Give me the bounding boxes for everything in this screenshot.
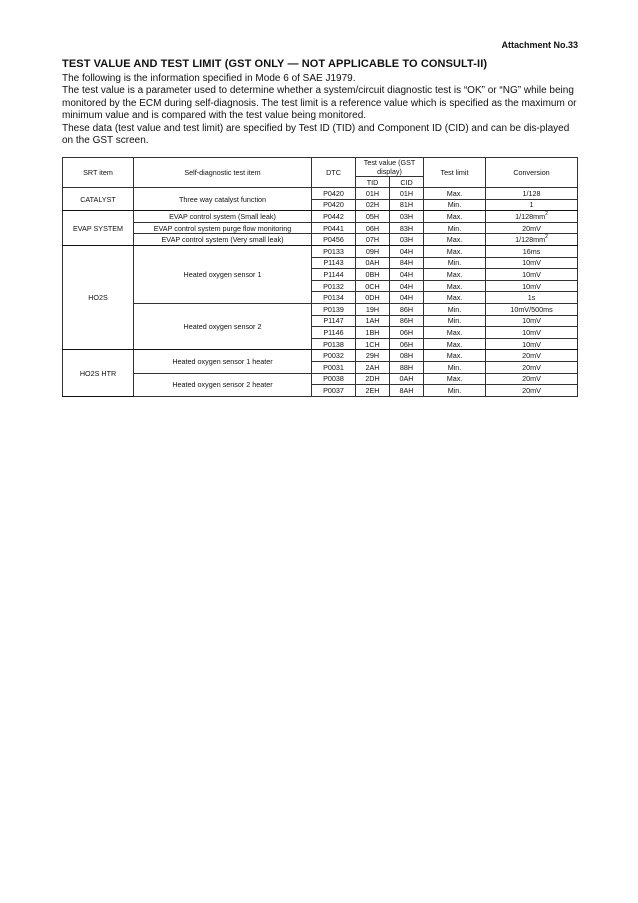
conversion-cell (486, 199, 578, 211)
cid-cell: 81H (390, 199, 424, 211)
conversion-superscript: 2 (545, 210, 548, 217)
cid-cell: 0AH (390, 373, 424, 385)
test-limit-cell: Max. (424, 350, 486, 362)
dtc-cell: P0442 (312, 211, 356, 223)
test-item-cell: EVAP control system (Very small leak) (134, 234, 312, 246)
dtc-cell: P0032 (312, 350, 356, 362)
conversion-value: 20mV (522, 374, 541, 384)
conversion-value: 20mV (522, 223, 541, 233)
tid-cell: 07H (356, 234, 390, 246)
conversion-cell (486, 350, 578, 362)
conversion-cell (486, 280, 578, 292)
table-row (63, 350, 578, 362)
tid-cell: 2EH (356, 385, 390, 397)
dtc-cell: P0441 (312, 222, 356, 234)
header-srt-item: SRT item (63, 158, 134, 188)
tid-cell: 0CH (356, 280, 390, 292)
conversion-cell (486, 361, 578, 373)
table-row (63, 234, 578, 246)
cid-cell: 88H (390, 361, 424, 373)
conversion-value: 20mV (522, 362, 541, 372)
dtc-cell: P0139 (312, 303, 356, 315)
conversion-cell (486, 234, 578, 246)
conversion-cell (486, 245, 578, 257)
test-limit-cell: Max. (424, 327, 486, 339)
tid-cell: 09H (356, 245, 390, 257)
test-item-cell: Heated oxygen sensor 1 heater (134, 350, 312, 373)
test-limit-cell: Max. (424, 373, 486, 385)
test-limit-cell: Max. (424, 269, 486, 281)
dtc-cell: P0038 (312, 373, 356, 385)
srt-item-cell: HO2S HTR (63, 350, 134, 396)
conversion-cell (486, 373, 578, 385)
conversion-value: 10mV (522, 269, 541, 279)
test-limit-cell: Min. (424, 222, 486, 234)
tid-cell: 0DH (356, 292, 390, 304)
header-test-item: Self-diagnostic test item (134, 158, 312, 188)
tid-cell: 06H (356, 222, 390, 234)
conversion-cell (486, 327, 578, 339)
conversion-cell (486, 222, 578, 234)
cid-cell: 01H (390, 188, 424, 200)
attachment-label: Attachment No.33 (501, 40, 578, 50)
cid-cell: 83H (390, 222, 424, 234)
conversion-value: 10mV (522, 339, 541, 349)
conversion-value: 10mV/500ms (510, 304, 553, 314)
test-limit-cell: Max. (424, 292, 486, 304)
conversion-value: 1/128 (522, 188, 541, 198)
test-value-table (62, 157, 578, 397)
conversion-value: 1/128mm (515, 211, 546, 221)
conversion-value: 10mV (522, 327, 541, 337)
cid-cell: 86H (390, 315, 424, 327)
test-item-cell: EVAP control system (Small leak) (134, 211, 312, 223)
table-row (63, 211, 578, 223)
conversion-value: 1/128mm (515, 235, 546, 245)
dtc-cell: P0456 (312, 234, 356, 246)
intro-paragraph: The test value is a parameter used to determine whether a system/circuit diagnostic test is “OK” or “NG” while being monitored by the ECM during self-diagnosis. The test limit is a reference value which is specified as the maximum or minimum value and is compared with the test value being monitored. (62, 85, 577, 122)
test-limit-cell: Min. (424, 315, 486, 327)
test-limit-cell: Max. (424, 338, 486, 350)
table-row (63, 222, 578, 234)
header-test-limit: Test limit (424, 158, 486, 188)
cid-cell: 08H (390, 350, 424, 362)
intro-text (62, 73, 582, 147)
conversion-cell (486, 188, 578, 200)
test-limit-cell: Min. (424, 257, 486, 269)
tid-cell: 2DH (356, 373, 390, 385)
conversion-superscript: 2 (545, 234, 548, 241)
conversion-value: 16ms (522, 246, 541, 256)
table-row (63, 373, 578, 385)
test-item-cell: Heated oxygen sensor 1 (134, 245, 312, 303)
conversion-cell (486, 338, 578, 350)
test-limit-cell: Max. (424, 245, 486, 257)
header-dtc: DTC (312, 158, 356, 188)
tid-cell: 2AH (356, 361, 390, 373)
test-limit-cell: Max. (424, 280, 486, 292)
dtc-cell: P0132 (312, 280, 356, 292)
page-title: TEST VALUE AND TEST LIMIT (GST ONLY — NOT APPLICABLE TO CONSULT-II) (62, 58, 488, 70)
cid-cell: 06H (390, 338, 424, 350)
dtc-cell: P1147 (312, 315, 356, 327)
conversion-value: 10mV (522, 316, 541, 326)
tid-cell: 02H (356, 199, 390, 211)
tid-cell: 1CH (356, 338, 390, 350)
test-limit-cell: Max. (424, 188, 486, 200)
conversion-value: 20mV (522, 351, 541, 361)
conversion-cell (486, 385, 578, 397)
cid-cell: 04H (390, 269, 424, 281)
cid-cell: 04H (390, 245, 424, 257)
srt-item-cell: HO2S (63, 245, 134, 349)
conversion-value: 10mV (522, 281, 541, 291)
conversion-value: 1s (527, 293, 536, 303)
test-item-cell: Three way catalyst function (134, 188, 312, 211)
conversion-cell (486, 315, 578, 327)
conversion-value: 10mV (522, 258, 541, 268)
cid-cell: 03H (390, 234, 424, 246)
table-row (63, 188, 578, 200)
cid-cell: 04H (390, 292, 424, 304)
tid-cell: 29H (356, 350, 390, 362)
conversion-cell (486, 211, 578, 223)
conversion-value: 1 (529, 200, 534, 210)
tid-cell: 1BH (356, 327, 390, 339)
table-row (63, 245, 578, 257)
test-limit-cell: Max. (424, 211, 486, 223)
conversion-cell (486, 292, 578, 304)
dtc-cell: P1146 (312, 327, 356, 339)
test-limit-cell: Max. (424, 234, 486, 246)
header-conversion: Conversion (486, 158, 578, 188)
tid-cell: 1AH (356, 315, 390, 327)
test-limit-cell: Min. (424, 361, 486, 373)
tid-cell: 0BH (356, 269, 390, 281)
cid-cell: 8AH (390, 385, 424, 397)
conversion-cell (486, 269, 578, 281)
conversion-cell (486, 303, 578, 315)
dtc-cell: P0133 (312, 245, 356, 257)
conversion-cell (486, 257, 578, 269)
test-limit-cell: Min. (424, 385, 486, 397)
test-item-cell: EVAP control system purge flow monitoring (134, 222, 312, 234)
dtc-cell: P0031 (312, 361, 356, 373)
dtc-cell: P1144 (312, 269, 356, 281)
srt-item-cell: CATALYST (63, 188, 134, 211)
test-limit-cell: Min. (424, 199, 486, 211)
dtc-cell: P0037 (312, 385, 356, 397)
dtc-cell: P1143 (312, 257, 356, 269)
intro-paragraph: The following is the information specified in Mode 6 of SAE J1979. (62, 73, 356, 84)
tid-cell: 05H (356, 211, 390, 223)
header-tid: TID (356, 177, 390, 188)
header-cid: CID (390, 177, 424, 188)
dtc-cell: P0134 (312, 292, 356, 304)
cid-cell: 84H (390, 257, 424, 269)
conversion-value: 20mV (522, 385, 541, 395)
dtc-cell: P0420 (312, 188, 356, 200)
srt-item-cell: EVAP SYSTEM (63, 211, 134, 246)
cid-cell: 04H (390, 280, 424, 292)
cid-cell: 06H (390, 327, 424, 339)
test-item-cell: Heated oxygen sensor 2 (134, 303, 312, 349)
tid-cell: 01H (356, 188, 390, 200)
tid-cell: 19H (356, 303, 390, 315)
cid-cell: 86H (390, 303, 424, 315)
test-item-cell: Heated oxygen sensor 2 heater (134, 373, 312, 396)
tid-cell: 0AH (356, 257, 390, 269)
cid-cell: 03H (390, 211, 424, 223)
dtc-cell: P0420 (312, 199, 356, 211)
table-row (63, 303, 578, 315)
intro-paragraph: These data (test value and test limit) are specified by Test ID (TID) and Component ID (CID) and can be dis-played on the GST screen. (62, 122, 570, 147)
test-limit-cell: Min. (424, 303, 486, 315)
dtc-cell: P0138 (312, 338, 356, 350)
header-test-value: Test value (GST display) (356, 158, 424, 177)
